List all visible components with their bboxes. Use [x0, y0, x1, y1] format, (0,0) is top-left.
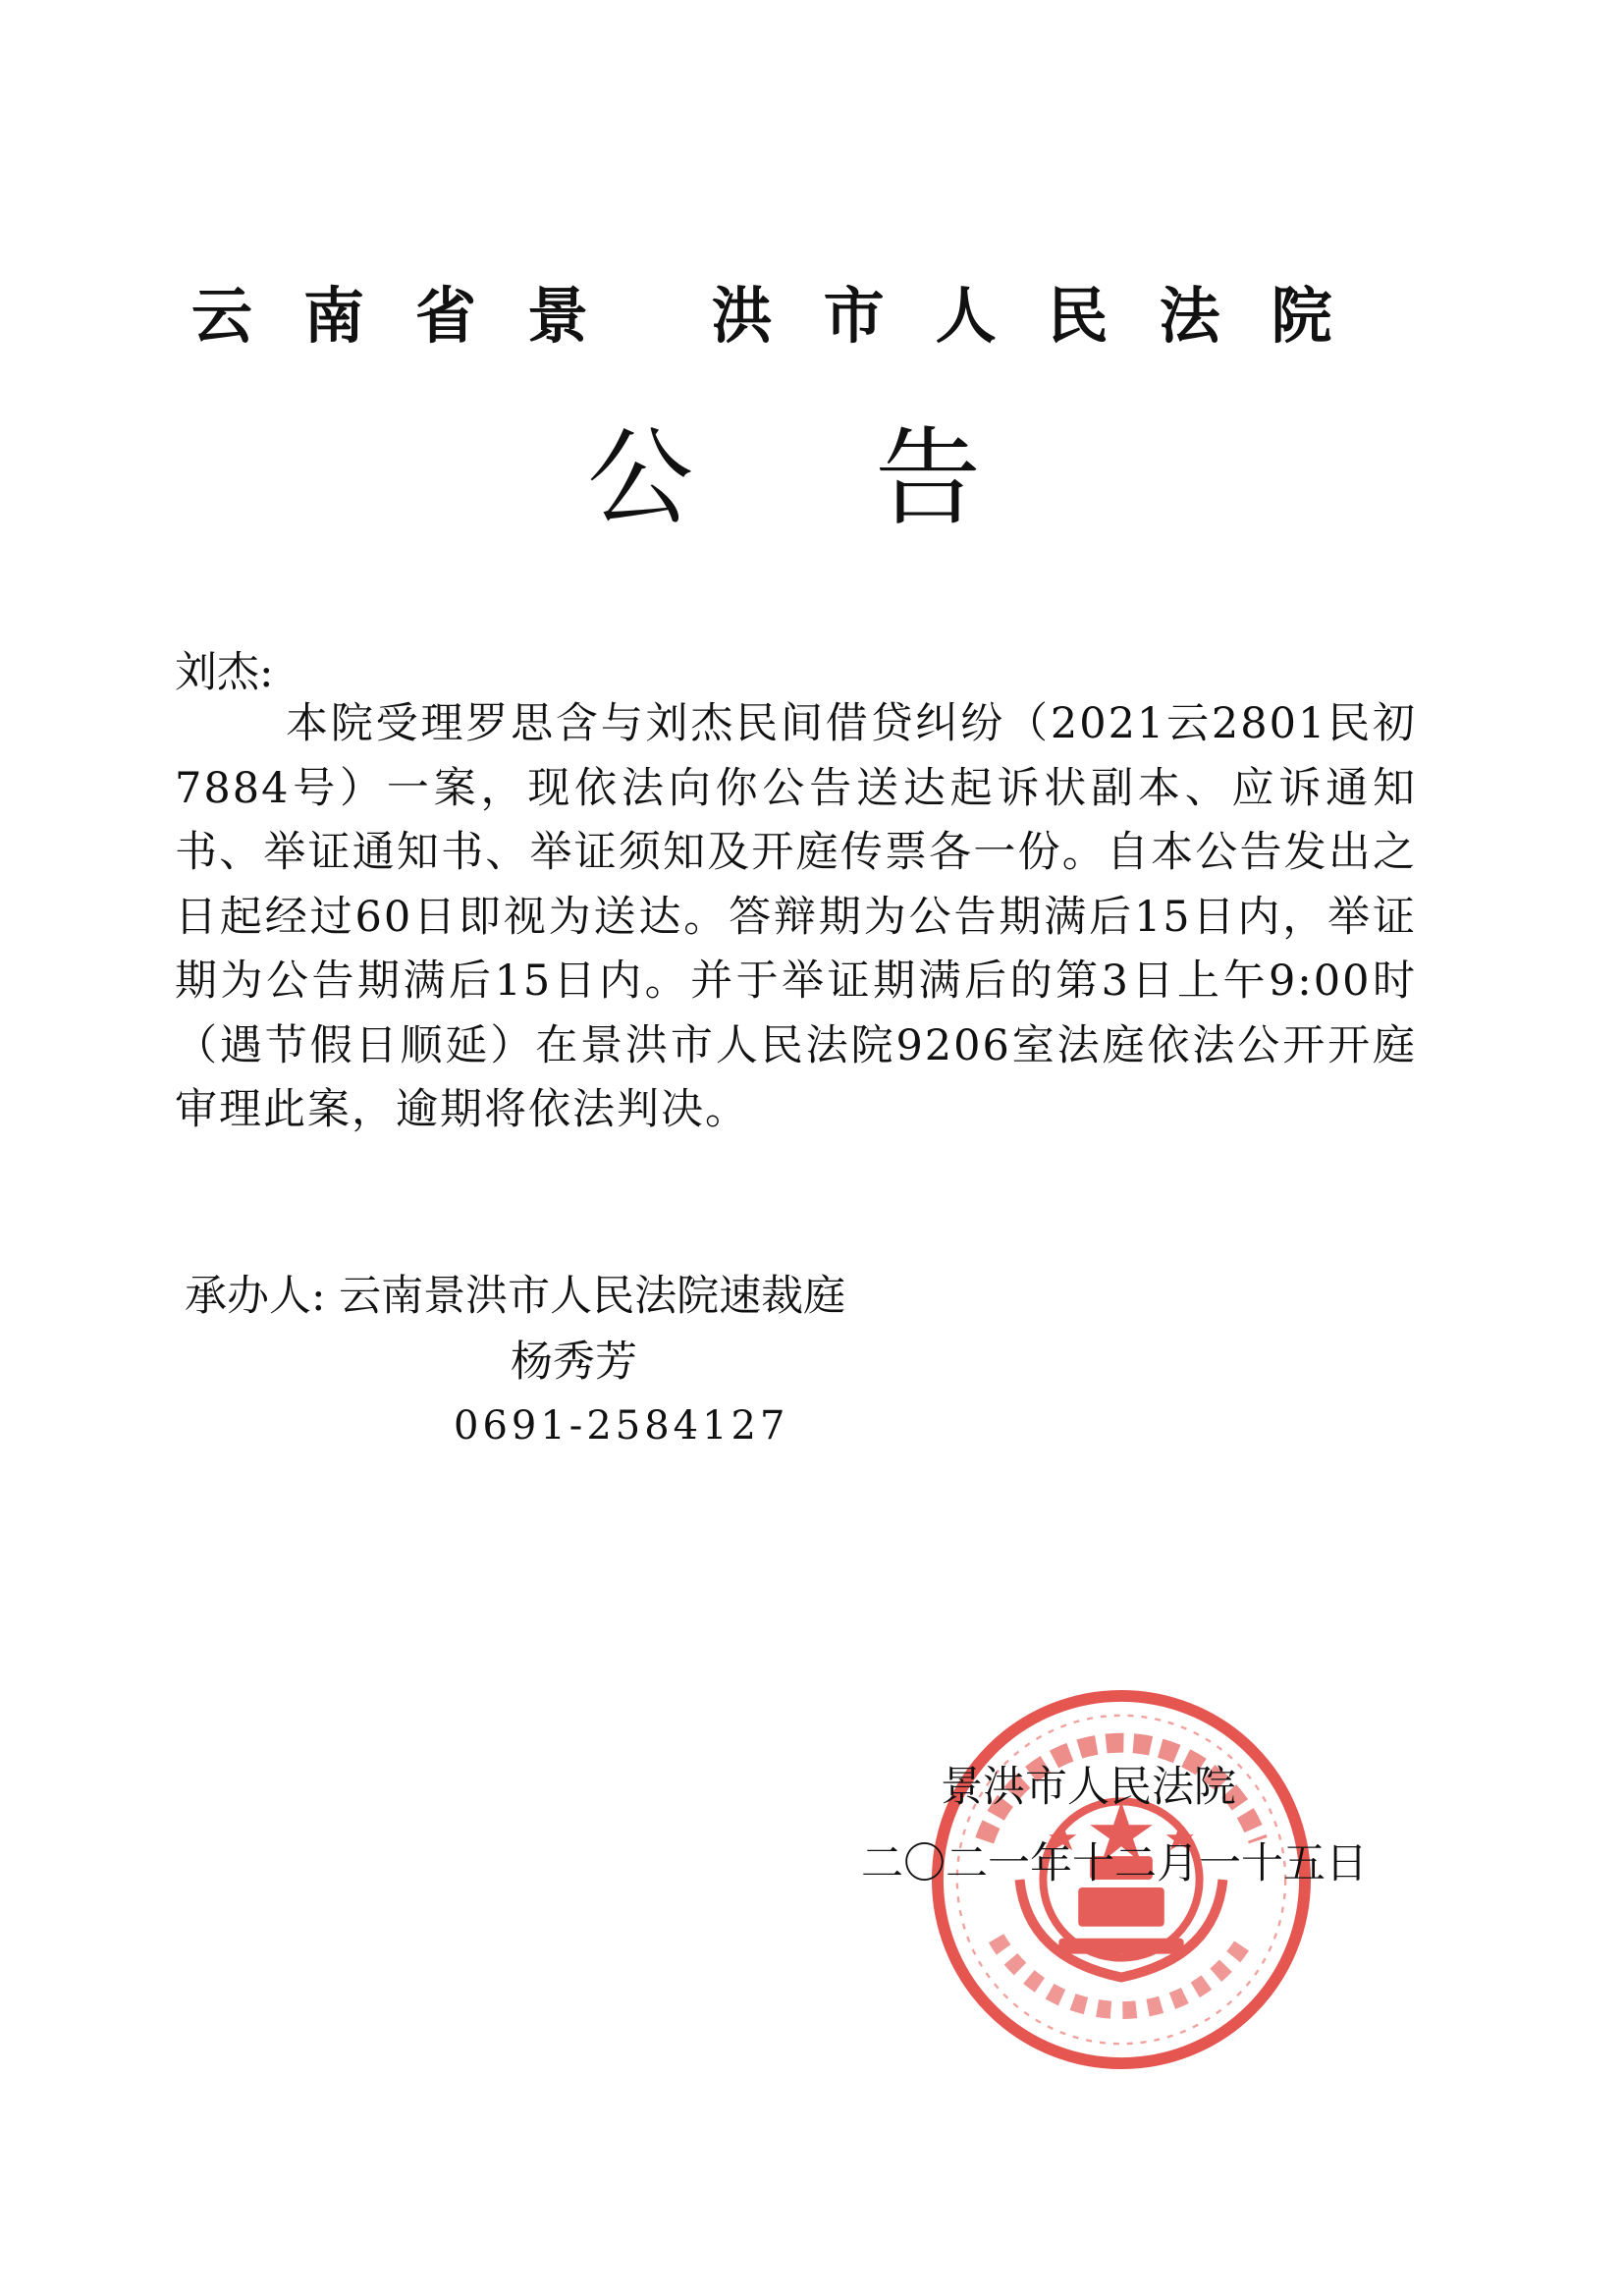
handler-phone: 0691-2584127: [454, 1403, 789, 1449]
handler-department: 云南景洪市人民法院速裁庭: [339, 1272, 846, 1321]
addressee: 刘杰:: [175, 648, 274, 697]
notice-title: 公告: [587, 417, 1163, 540]
handler-label: 承办人:: [185, 1272, 326, 1321]
court-name-heading: 云南省景 洪市人民法院: [191, 280, 1383, 352]
signature-date: 二〇二一年十二月一十五日: [861, 1839, 1368, 1888]
signature-court: 景洪市人民法院: [941, 1763, 1236, 1812]
handler-name: 杨秀芳: [511, 1338, 637, 1387]
notice-body: 本院受理罗思含与刘杰民间借贷纠纷（2021云2801民初7884号）一案，现依法向你公告送达起诉状副本、应诉通知书、举证通知书、举证须知及开庭传票各一份。自本公告发出之日起经过60日即视为送达。答辩期为公告期满后15日内，举证期为公告期满后15日内。并于举证期满后的第3日上午9:00时（遇节假日顺延）在景洪市人民法院9206室法庭依法公开开庭审理此案，逾期将依法判决。: [175, 699, 1417, 1134]
handler-line: [185, 1267, 845, 1326]
